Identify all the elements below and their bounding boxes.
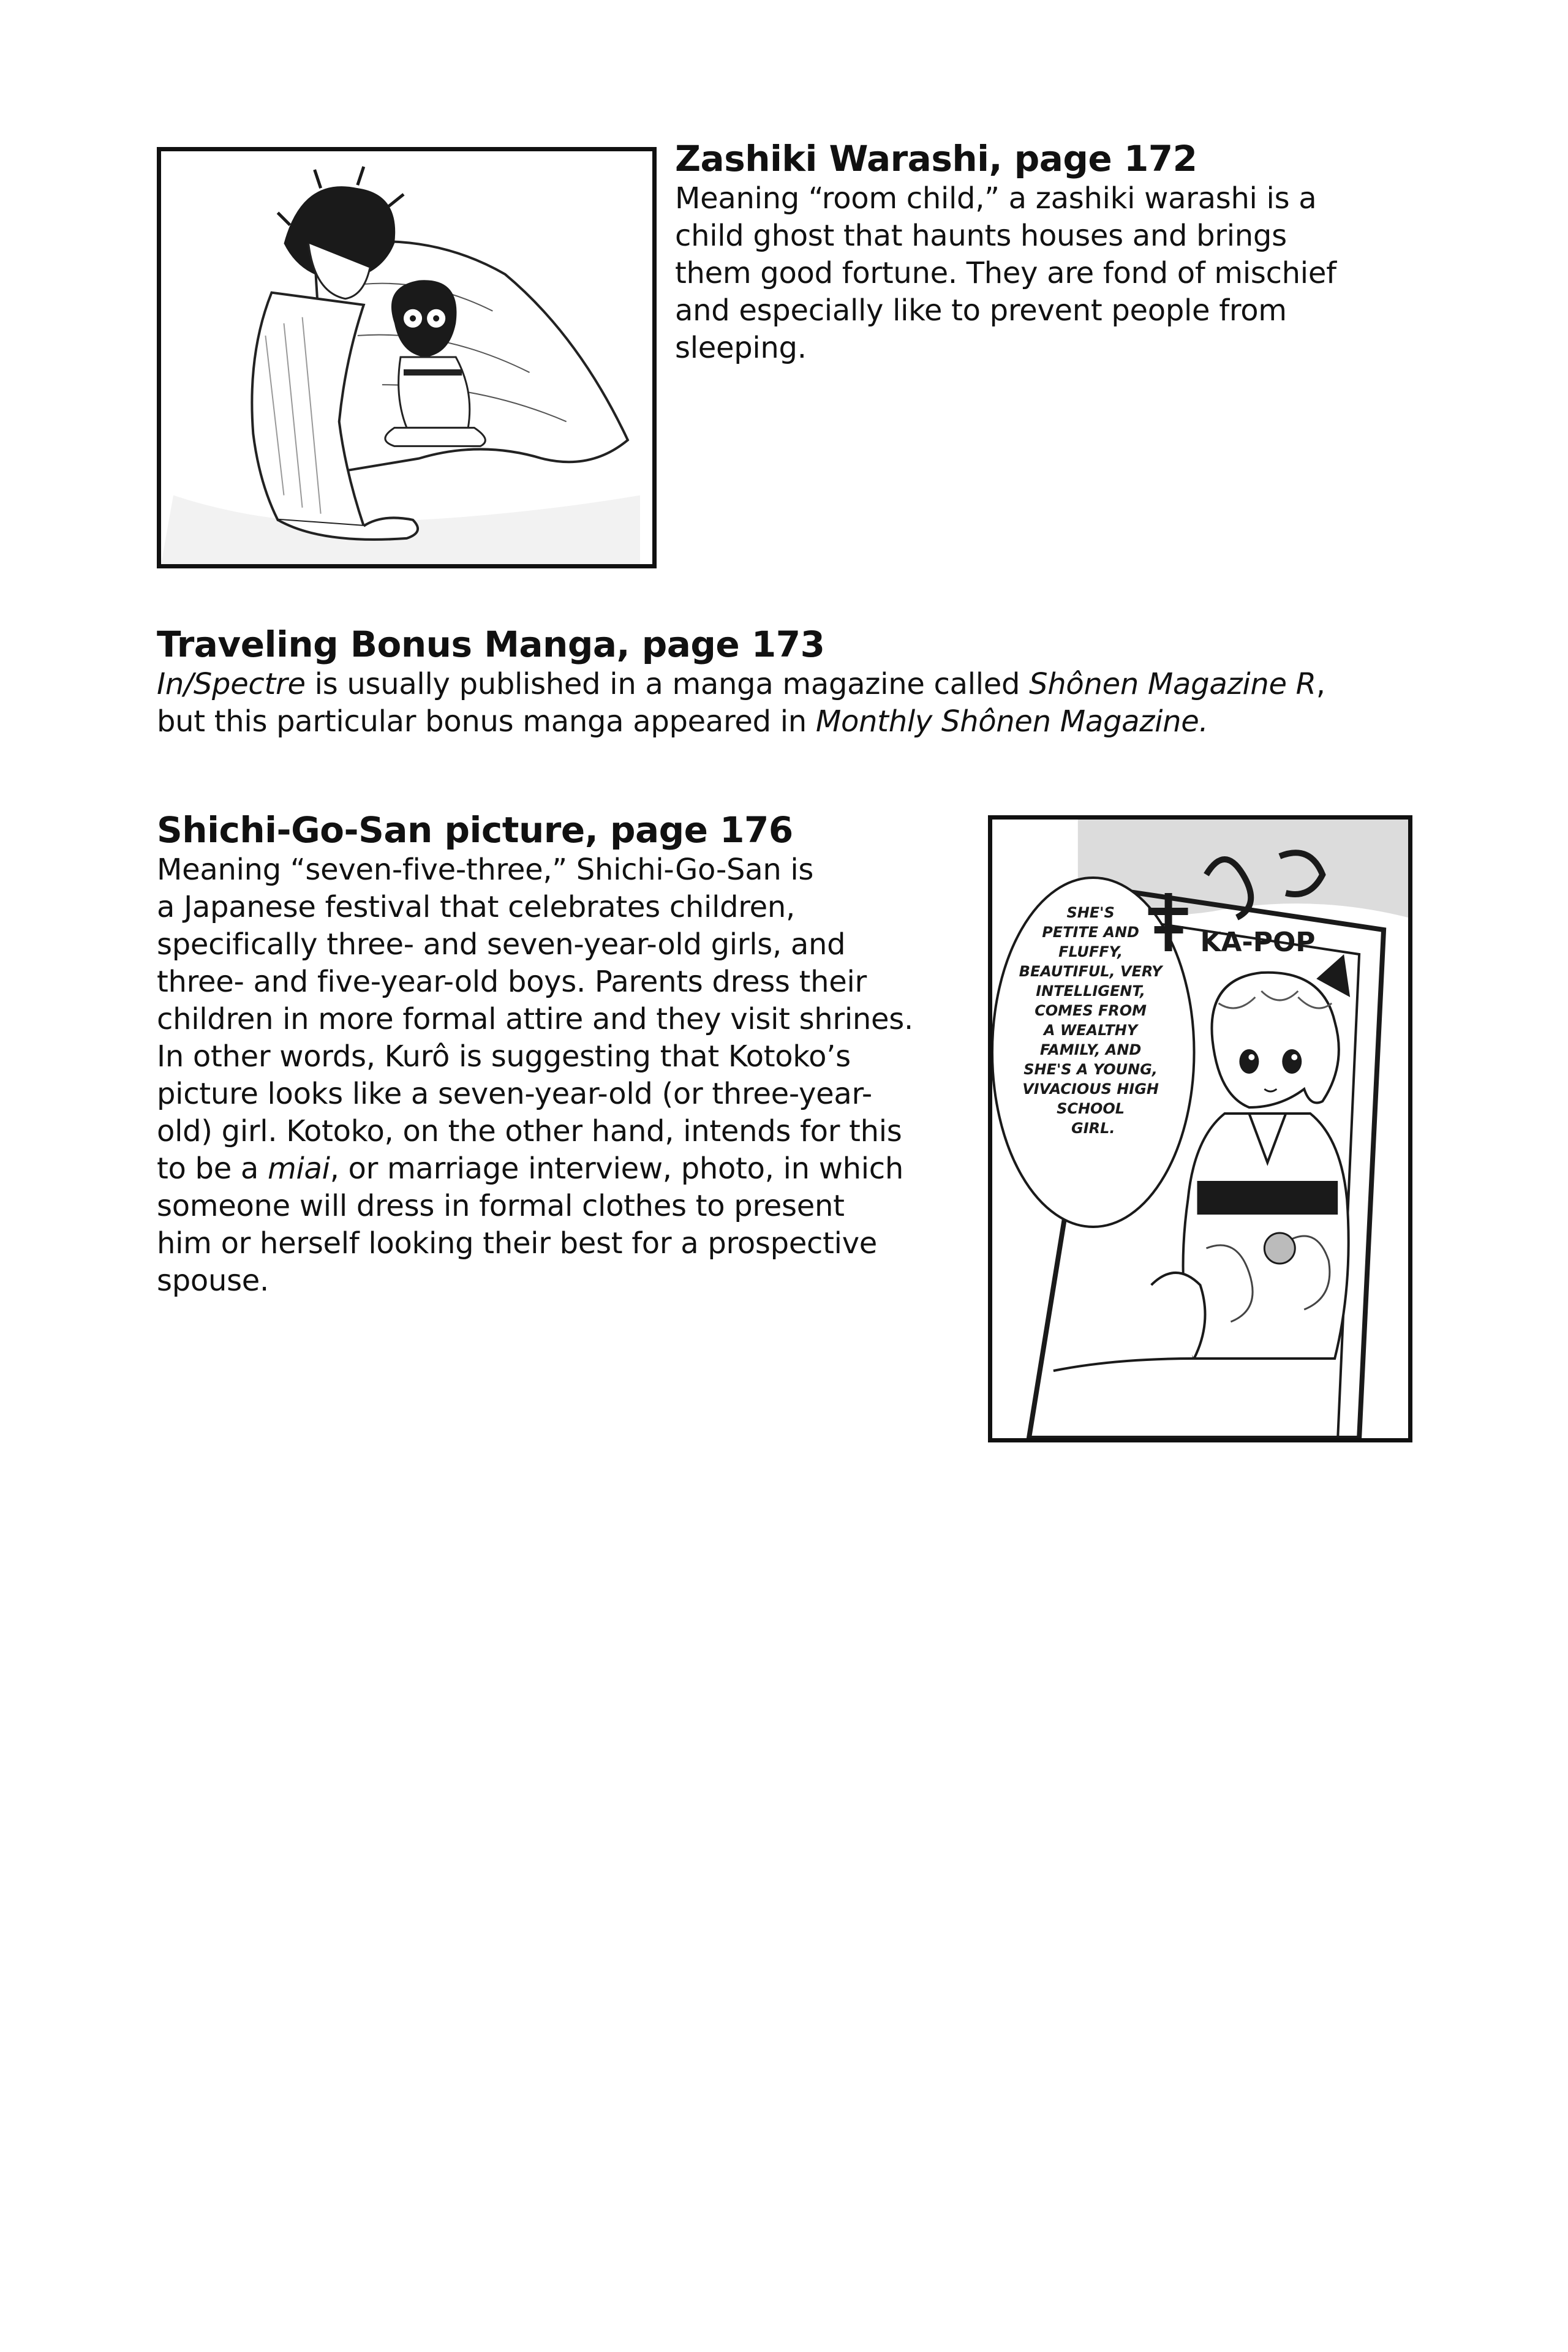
note-line: children in more formal attire and they visit shrines. <box>157 1002 913 1036</box>
zashiki-warashi-drawing <box>161 151 652 564</box>
note-text: , <box>1316 667 1325 701</box>
bubble-line: SHE'S <box>1066 903 1115 922</box>
bubble-line: VIVACIOUS HIGH <box>1022 1080 1159 1098</box>
note-line: sleeping. <box>675 331 807 365</box>
note-text: is usually published in a manga magazine called <box>305 667 1030 701</box>
note-line: them good fortune. They are fond of mischief <box>675 256 1336 290</box>
sfx-ka-pop: KA-POP <box>1200 926 1316 959</box>
bubble-line: GIRL. <box>1071 1119 1115 1137</box>
note-zashiki-warashi <box>675 137 1441 367</box>
note-heading: Shichi-Go-San picture, page 176 <box>157 809 793 851</box>
zashiki-warashi-illustration <box>157 147 657 568</box>
note-line: Meaning “room child,” a zashiki warashi is a <box>675 181 1317 216</box>
note-text: but this particular bonus manga appeared in <box>157 704 816 739</box>
bubble-line: SHE'S A YOUNG, <box>1023 1060 1158 1079</box>
note-line: a Japanese festival that celebrates children, <box>157 890 795 924</box>
note-body <box>157 851 978 1300</box>
publication-title: Shônen Magazine R <box>1029 667 1316 701</box>
note-line: In other words, Kurô is suggesting that Kotoko’s <box>157 1039 851 1074</box>
shichi-go-san-drawing <box>992 820 1408 1438</box>
note-line: Meaning “seven-five-three,” Shichi-Go-San is <box>157 853 814 887</box>
bubble-line: INTELLIGENT, <box>1036 982 1145 1000</box>
note-line: specifically three- and seven-year-old girls, and <box>157 927 846 962</box>
note-text: , or marriage interview, photo, in which <box>330 1152 904 1186</box>
note-line: child ghost that haunts houses and brings <box>675 219 1287 253</box>
note-text: to be a <box>157 1152 268 1186</box>
note-line: and especially like to prevent people from <box>675 293 1287 328</box>
term-miai: miai <box>267 1152 330 1186</box>
note-line <box>157 1150 978 1188</box>
note-line <box>157 666 1431 703</box>
note-line <box>157 703 1431 741</box>
note-line: picture looks like a seven-year-old (or three-year- <box>157 1077 872 1111</box>
note-line: old) girl. Kotoko, on the other hand, intends for this <box>157 1114 902 1148</box>
note-shichi-go-san <box>157 809 978 1300</box>
note-line: him or herself looking their best for a prospective <box>157 1226 878 1261</box>
publication-title: Monthly Shônen Magazine. <box>815 704 1208 739</box>
bubble-line: PETITE AND <box>1042 923 1139 941</box>
bubble-line: COMES FROM <box>1035 1001 1147 1020</box>
note-body <box>157 666 1431 741</box>
bubble-line: SCHOOL <box>1057 1099 1125 1118</box>
note-heading: Zashiki Warashi, page 172 <box>675 138 1197 179</box>
bubble-line: A WEALTHY <box>1043 1021 1138 1039</box>
note-line: someone will dress in formal clothes to present <box>157 1189 845 1223</box>
bubble-line: BEAUTIFUL, VERY <box>1019 962 1163 981</box>
note-heading: Traveling Bonus Manga, page 173 <box>157 624 825 665</box>
bubble-line: FAMILY, AND <box>1039 1041 1142 1059</box>
publication-title: In/Spectre <box>157 667 306 701</box>
note-traveling-bonus-manga <box>157 623 1431 741</box>
note-line: spouse. <box>157 1264 269 1298</box>
bubble-line: FLUFFY, <box>1058 943 1123 961</box>
note-body <box>675 180 1441 367</box>
shichi-go-san-illustration <box>988 815 1412 1442</box>
note-line: three- and five-year-old boys. Parents dress their <box>157 965 867 999</box>
